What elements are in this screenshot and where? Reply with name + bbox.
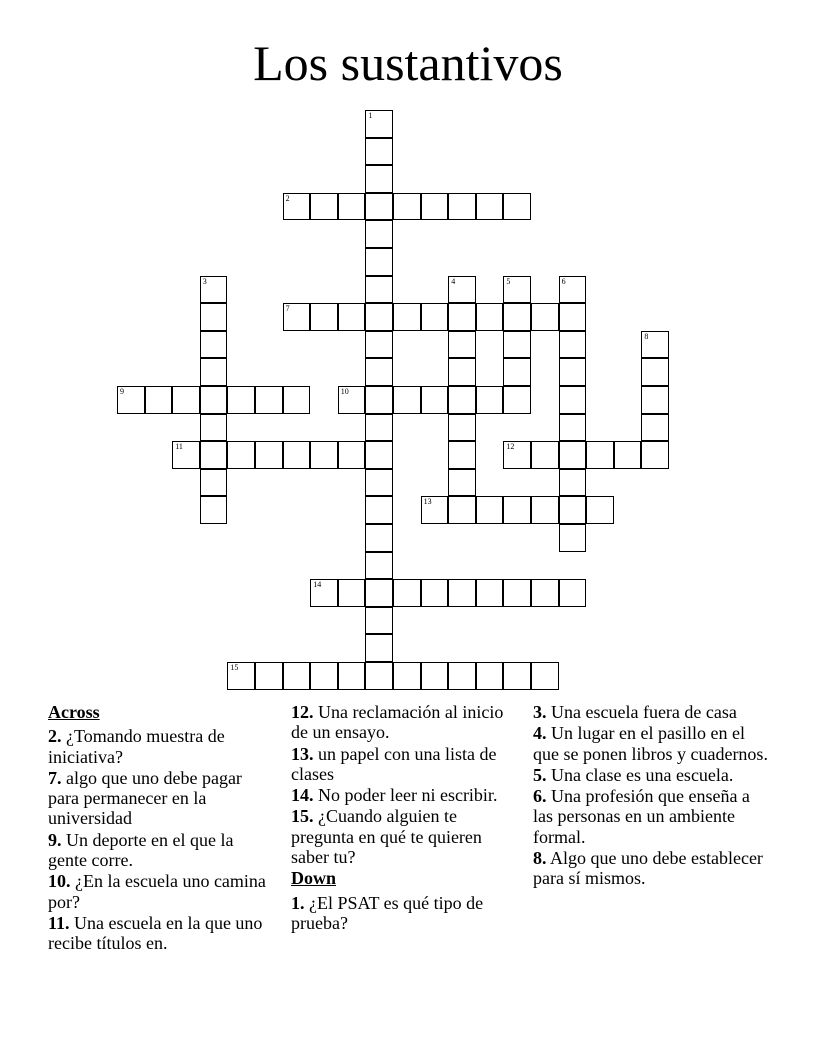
grid-cell[interactable] [503,662,531,690]
grid-cell[interactable] [227,662,255,690]
grid-cell[interactable] [503,496,531,524]
grid-cell[interactable] [448,386,476,414]
grid-cell[interactable] [559,579,587,607]
grid-cell[interactable] [448,331,476,359]
cell-number: 5 [506,276,511,286]
grid-cell[interactable] [365,110,393,138]
grid-cell[interactable] [393,386,421,414]
grid-cell[interactable] [448,276,476,304]
grid-cell[interactable] [200,441,228,469]
clues-column-1 [48,702,273,955]
grid-cell[interactable] [531,579,559,607]
grid-cell[interactable] [365,607,393,635]
grid-cell[interactable] [227,441,255,469]
grid-cell[interactable] [641,358,669,386]
grid-cell[interactable] [365,579,393,607]
grid-cell[interactable] [145,386,173,414]
grid-cell[interactable] [365,358,393,386]
grid-cell[interactable] [283,441,311,469]
grid-cell[interactable] [641,414,669,442]
clue-across-10: 10. ¿En la escuela uno camina por? [48,871,266,912]
cell-number: 10 [340,387,349,396]
cell-number: 6 [561,276,566,286]
grid-cell[interactable] [283,662,311,690]
grid-cell[interactable] [255,662,283,690]
grid-cell[interactable] [559,496,587,524]
grid-cell[interactable] [448,358,476,386]
grid-cell[interactable] [365,276,393,304]
grid-cell[interactable] [503,193,531,221]
grid-cell[interactable] [365,414,393,442]
grid-cell[interactable] [200,386,228,414]
grid-cell[interactable] [614,441,642,469]
grid-cell[interactable] [503,386,531,414]
grid-cell[interactable] [559,303,587,331]
grid-cell[interactable] [283,386,311,414]
across-heading: Across [48,702,100,722]
grid-cell[interactable] [641,331,669,359]
grid-cell[interactable] [310,303,338,331]
cell-number: 3 [202,276,207,286]
cell-number: 2 [285,193,290,203]
grid-cell[interactable] [365,138,393,166]
down-heading: Down [291,868,337,889]
grid-cell[interactable] [448,469,476,497]
cell-number: 7 [285,304,290,314]
grid-cell[interactable] [641,386,669,414]
grid-cell[interactable] [476,193,504,221]
grid-cell[interactable] [227,386,255,414]
grid-cell[interactable] [641,441,669,469]
cell-number: 11 [175,442,183,452]
cell-number: 8 [644,331,649,341]
grid-cell[interactable] [559,414,587,442]
grid-cell[interactable] [503,303,531,331]
grid-cell[interactable] [200,414,228,442]
grid-cell[interactable] [531,496,559,524]
grid-cell[interactable] [255,386,283,414]
grid-cell[interactable] [586,441,614,469]
grid-cell[interactable] [448,496,476,524]
clue-across-14: 14. No poder leer ni escribir. [291,785,498,806]
clue-across-12: 12. Una reclamación al inicio de un ensayo. [291,702,504,743]
grid-cell[interactable] [338,441,366,469]
grid-cell[interactable] [338,386,366,414]
grid-cell[interactable] [255,441,283,469]
grid-cell[interactable] [476,579,504,607]
clue-across-2: 2. ¿Tomando muestra de iniciativa? [48,726,225,767]
cell-number: 12 [506,442,515,452]
grid-cell[interactable] [310,662,338,690]
grid-cell[interactable] [310,441,338,469]
cell-number: 9 [120,387,124,396]
grid-cell[interactable] [448,414,476,442]
grid-cell[interactable] [365,469,393,497]
clue-down-1: 1. ¿El PSAT es qué tipo de prueba? [291,892,484,933]
grid-cell[interactable] [365,634,393,662]
grid-cell[interactable] [365,248,393,276]
grid-cell[interactable] [365,552,393,580]
grid-cell[interactable] [200,496,228,524]
clues-column-3 [533,702,769,890]
grid-cell[interactable] [559,386,587,414]
grid-cell[interactable] [421,303,449,331]
grid-cell[interactable] [559,358,587,386]
grid-cell[interactable] [310,579,338,607]
grid-cell[interactable] [559,331,587,359]
grid-cell[interactable] [531,441,559,469]
grid-cell[interactable] [503,358,531,386]
grid-cell[interactable] [421,193,449,221]
grid-cell[interactable] [283,303,311,331]
grid-cell[interactable] [476,303,504,331]
grid-cell[interactable] [448,193,476,221]
grid-cell[interactable] [200,303,228,331]
clue-down-6: 6. Una profesión que enseña a las personas en un ambiente formal. [533,786,750,847]
grid-cell[interactable] [393,193,421,221]
cell-number: 15 [230,663,239,672]
grid-cell[interactable] [365,331,393,359]
clue-across-11: 11. Una escuela en la que uno recibe títulos en. [48,912,263,954]
grid-cell[interactable] [172,441,200,469]
grid-cell[interactable] [559,441,587,469]
grid-cell[interactable] [393,303,421,331]
grid-cell[interactable] [503,276,531,304]
clue-down-5: 5. Una clase es una escuela. [533,764,734,785]
grid-cell[interactable] [448,303,476,331]
clue-across-7: 7. algo que uno debe pagar para permanecer en la universidad [48,767,242,829]
grid-cell[interactable] [338,303,366,331]
page-title: Los sustantivos [253,35,563,91]
grid-cell[interactable] [200,358,228,386]
grid-cell[interactable] [365,662,393,690]
grid-cell[interactable] [476,386,504,414]
grid-cell[interactable] [421,496,449,524]
grid-cell[interactable] [365,193,393,221]
grid-cell[interactable] [365,441,393,469]
clue-across-9: 9. Un deporte en el que la gente corre. [48,829,234,871]
grid-cell[interactable] [476,496,504,524]
grid-cell[interactable] [283,193,311,221]
grid-cell[interactable] [393,579,421,607]
grid-cell[interactable] [503,579,531,607]
grid-cell[interactable] [448,662,476,690]
grid-cell[interactable] [200,469,228,497]
grid-cell[interactable] [365,496,393,524]
grid-cell[interactable] [503,331,531,359]
grid-cell[interactable] [365,303,393,331]
grid-cell[interactable] [365,165,393,193]
clue-down-4: 4. Un lugar en el pasillo en el que se ponen libros y cuadernos. [533,723,768,764]
grid-cell[interactable] [365,220,393,248]
grid-cell[interactable] [338,579,366,607]
grid-cell[interactable] [531,662,559,690]
cell-number: 13 [423,497,432,507]
grid-cell[interactable] [421,579,449,607]
clue-down-3: 3. Una escuela fuera de casa [533,702,737,722]
grid-cell[interactable] [338,193,366,221]
grid-cell[interactable] [559,469,587,497]
grid-cell[interactable] [365,524,393,552]
clue-down-8: 8. Algo que uno debe establecer para sí mismos. [533,848,763,889]
grid-cell[interactable] [421,386,449,414]
cell-number: 4 [451,276,456,286]
clue-across-15: 15. ¿Cuando alguien te pregunta en qué te quieren saber tu? [291,806,482,868]
grid-cell[interactable] [531,303,559,331]
grid-cell[interactable] [172,386,200,414]
grid-cell[interactable] [338,662,366,690]
clue-across-13: 13. un papel con una lista de clases [291,743,497,784]
grid-cell[interactable] [200,331,228,359]
grid-cell[interactable] [503,441,531,469]
grid-cell[interactable] [365,386,393,414]
grid-cell[interactable] [586,496,614,524]
grid-cell[interactable] [448,579,476,607]
grid-cell[interactable] [310,193,338,221]
grid-cell[interactable] [559,524,587,552]
grid-cell[interactable] [200,276,228,304]
grid-cell[interactable] [393,662,421,690]
clues-column-2 [291,702,519,934]
grid-cell[interactable] [559,276,587,304]
cell-number: 1 [368,111,373,120]
grid-cell[interactable] [448,441,476,469]
grid-cell[interactable] [421,662,449,690]
cell-number: 14 [313,580,322,590]
grid-cell[interactable] [476,662,504,690]
grid-cell[interactable] [117,386,145,414]
